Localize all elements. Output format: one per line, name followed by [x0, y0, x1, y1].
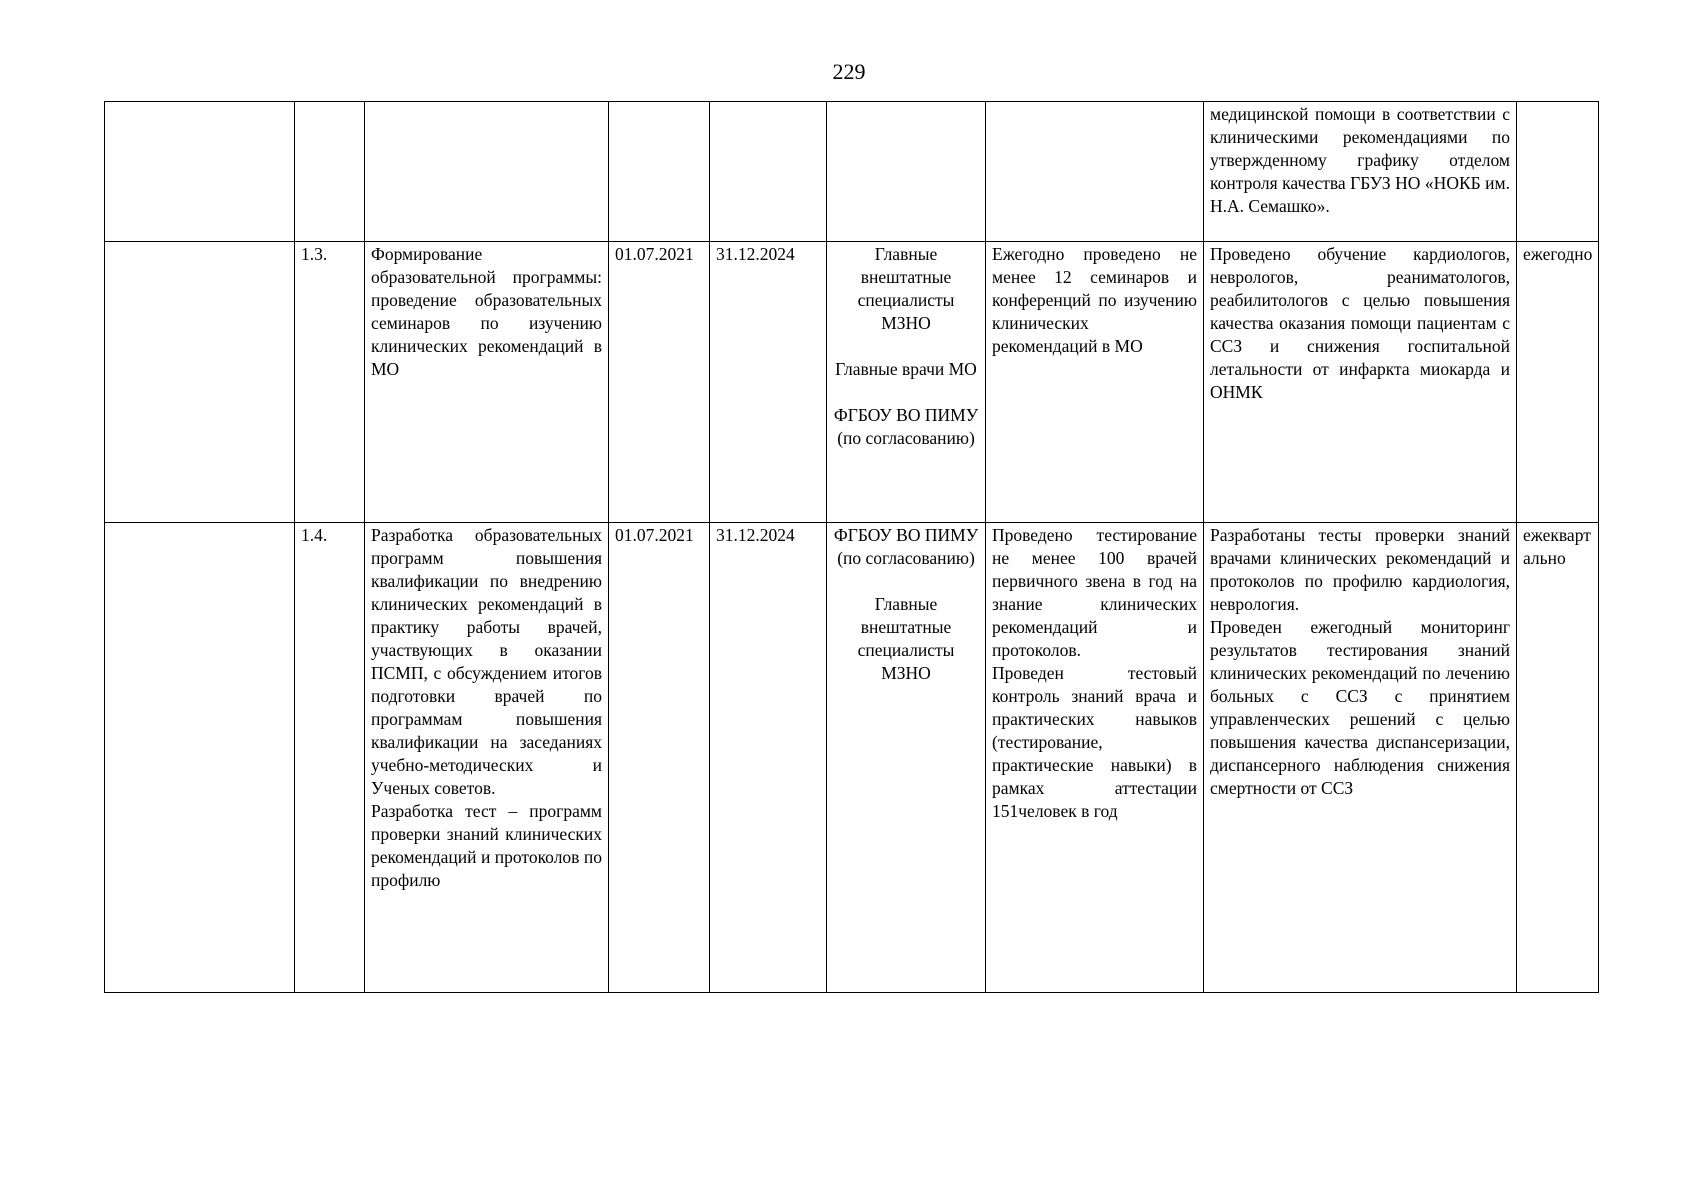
table-row: [105, 242, 1599, 523]
cell-frequency: ежегодно: [1517, 242, 1599, 523]
cell-result: [1204, 523, 1517, 993]
cell-end-date: 31.12.2024: [710, 242, 827, 523]
cell-activity: [365, 102, 609, 242]
result-text: Разработаны тесты проверки знаний врачами клинических рекомендаций и протоколов по профилю кардиология, неврология.: [1210, 525, 1510, 614]
cell-indicator: [986, 242, 1204, 523]
responsible-text: ФГБОУ ВО ПИМУ (по согласованию): [833, 405, 979, 448]
cell-number: 1.3.: [295, 242, 365, 523]
responsible-text: ФГБОУ ВО ПИМУ (по согласованию): [833, 525, 979, 568]
cell-number: 1.4.: [295, 523, 365, 993]
activity-text: Разработка тест – программ проверки знаний клинических рекомендаций и протоколов по профилю: [371, 801, 602, 890]
result-text: Проведен ежегодный мониторинг результатов тестирования знаний клинических рекомендаций по лечению больных с ССЗ с принятием управленческих решений с целью повышения качества диспансеризации, диспансерного наблюдения снижения смертности от ССЗ: [1210, 617, 1510, 798]
cell-col1: [105, 523, 295, 993]
measures-table: [104, 101, 1599, 993]
cell-start-date: 01.07.2021: [609, 242, 710, 523]
indicator-text: Проведен тестовый контроль знаний врача и практических навыков (тестирование, практические навыки) в рамках аттестации 151человек в год: [992, 663, 1197, 821]
cell-col1: [105, 102, 295, 242]
cell-col1: [105, 242, 295, 523]
activity-text: Разработка образовательных программ повышения квалификации по внедрению клинических рекомендаций в практику работы врачей, участвующих в оказании ПСМП, с обсуждением итогов подготовки врачей по программам повышения квалификации на заседаниях учебно-методических и Ученых советов.: [371, 525, 602, 798]
result-text: Проведено обучение кардиологов, неврологов, реаниматологов, реабилитологов с целью повышения качества оказания помощи пациентам с ССЗ и снижения госпитальной летальности от инфаркта миокарда и ОНМК: [1210, 244, 1510, 402]
cell-activity: [365, 242, 609, 523]
cell-start-date: [609, 102, 710, 242]
activity-text: Формирование образовательной программы: проведение образовательных семинаров по изучению клинических рекомендаций в МО: [371, 244, 602, 379]
cell-result: [1204, 242, 1517, 523]
responsible-text: Главные внештатные специалисты МЗНО: [857, 244, 955, 333]
table-row: [105, 102, 1599, 242]
result-text: медицинской помощи в соответствии с клиническими рекомендациями по утвержденному графику отделом контроля качества ГБУЗ НО «НОКБ им. Н.А. Семашко».: [1210, 104, 1510, 216]
cell-indicator: [986, 102, 1204, 242]
indicator-text: Проведено тестирование не менее 100 врачей первичного звена в год на знание клинических рекомендаций и протоколов.: [992, 525, 1197, 660]
cell-frequency: [1517, 102, 1599, 242]
cell-responsible: [827, 242, 986, 523]
cell-activity: [365, 523, 609, 993]
cell-number: [295, 102, 365, 242]
cell-end-date: [710, 102, 827, 242]
cell-start-date: 01.07.2021: [609, 523, 710, 993]
cell-responsible: [827, 523, 986, 993]
page-number: 229: [832, 59, 866, 84]
table-row: [105, 523, 1599, 993]
cell-end-date: 31.12.2024: [710, 523, 827, 993]
cell-indicator: [986, 523, 1204, 993]
cell-frequency: ежеквартально: [1517, 523, 1599, 993]
responsible-text: Главные врачи МО: [835, 359, 977, 379]
responsible-text: Главные внештатные специалисты МЗНО: [857, 594, 955, 683]
cell-responsible: [827, 102, 986, 242]
cell-result: [1204, 102, 1517, 242]
indicator-text: Ежегодно проведено не менее 12 семинаров и конференций по изучению клинических рекомендаций в МО: [992, 244, 1197, 356]
